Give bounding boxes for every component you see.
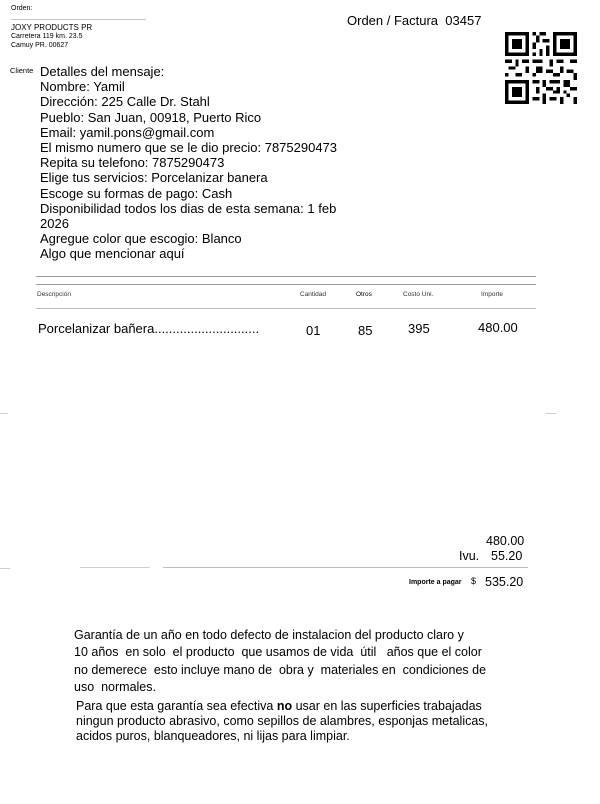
warranty-line: 10 años en solo el producto que usamos de vida útil años que el color (74, 645, 482, 660)
message-line: Pueblo: San Juan, 00918, Puerto Rico (40, 109, 262, 125)
qr-code-icon (505, 32, 577, 104)
margin-tick (0, 568, 10, 569)
message-line: Escoge su formas de pago: Cash (40, 185, 233, 201)
message-line: 2026 (40, 216, 69, 232)
currency-symbol: $ (471, 576, 477, 586)
total-label: Importe a pagar (409, 579, 462, 586)
invoice-title-label: Orden / Factura (347, 13, 439, 28)
message-line: Nombre: Yamil (40, 79, 125, 95)
divider (36, 276, 536, 277)
total-value: 535.20 (485, 575, 524, 589)
margin-tick (0, 413, 8, 414)
row-unit-cost: 395 (408, 321, 430, 336)
warranty-line: ningun producto abrasivo, como sepillos de alambres, esponjas metalicas, (76, 714, 489, 729)
message-line: Repita su telefono: 7875290473 (40, 155, 225, 171)
subtotal-value: 480.00 (486, 534, 525, 548)
invoice-title (347, 13, 481, 28)
message-line: El mismo numero que se le dio precio: 7875290473 (40, 140, 338, 156)
message-line: Detalles del mensaje: (40, 64, 165, 79)
client-label: Cliente (10, 66, 34, 75)
warranty-line: Garantía de un año en todo defecto de instalacion del producto claro y (74, 628, 464, 642)
company-name: JOXY PRODUCTS PR (11, 23, 93, 32)
order-label: Orden: (11, 5, 33, 12)
message-line: Agregue color que escogio: Blanco (40, 231, 242, 247)
warranty-line: no demerece esto incluye mano de obra y materiales en condiciones de (74, 662, 487, 677)
row-amount: 480.00 (478, 320, 518, 335)
warranty-line: uso normales. (74, 679, 156, 694)
row-others: 85 (358, 323, 373, 338)
warranty-text: Para que esta garantía sea efectiva (76, 699, 277, 713)
warranty-text: usar en las superficies trabajadas (292, 699, 482, 713)
warranty-emphasis: no (276, 699, 293, 713)
warranty-paragraph-1 (74, 627, 486, 696)
col-header-quantity: Cantidad (300, 291, 327, 298)
divider (80, 567, 150, 568)
row-quantity: 01 (306, 323, 321, 338)
message-line: Email: yamil.pons@gmail.com (40, 124, 215, 140)
company-address-line1: Carretera 119 km. 23.5 (11, 33, 83, 40)
message-details (40, 64, 337, 262)
col-header-description: Descripción (37, 291, 71, 298)
message-line: Disponibilidad todos los dias de esta semana: 1 feb (40, 200, 337, 216)
warranty-line: acidos puros, blanqueadores, ni lijas para limpiar. (76, 729, 350, 744)
col-header-unit-cost: Costo Uni. (403, 291, 434, 298)
divider (11, 19, 146, 20)
row-description: Porcelanizar bañera............................. (38, 321, 260, 336)
col-header-others: Otros (356, 291, 372, 298)
warranty-line (76, 699, 488, 714)
col-header-amount: Importe (481, 291, 504, 298)
warranty-paragraph-2 (76, 699, 488, 745)
message-line: Dirección: 225 Calle Dr. Stahl (40, 94, 210, 110)
divider (36, 284, 536, 285)
ivu-value: 55.20 (491, 549, 523, 563)
message-line: Elige tus servicios: Porcelanizar banera (40, 170, 268, 186)
margin-tick (546, 413, 556, 414)
divider (163, 567, 528, 568)
company-address-line2: Camuy PR. 00627 (11, 42, 69, 49)
divider (36, 308, 536, 309)
ivu-label: Ivu. (459, 549, 480, 563)
invoice-number: 03457 (445, 13, 482, 28)
message-line: Algo que mencionar aquí (40, 246, 185, 262)
